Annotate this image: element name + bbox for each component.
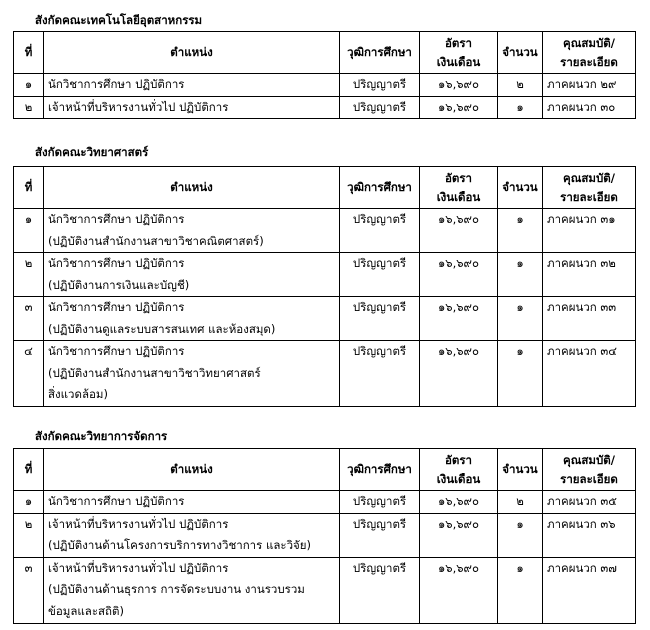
row-position: เจ้าหน้าที่บริหารงานทั่วไป ปฏิบัติการ: [44, 96, 340, 119]
header-salary: อัตรา เงินเดือน: [420, 32, 498, 74]
header-detail: คุณสมบัติ/ รายละเอียด: [543, 32, 636, 74]
header-no: ที่: [14, 167, 44, 209]
row-education: ปริญญาตรี: [340, 297, 420, 341]
row-detail: ภาคผนวก ๓๐: [543, 96, 636, 119]
header-no: ที่: [14, 32, 44, 74]
table-header-row: [14, 167, 636, 209]
row-count: ๑: [498, 96, 543, 119]
row-position: นักวิชาการศึกษา ปฏิบัติการ: [44, 491, 340, 514]
header-education: วุฒิการศึกษา: [340, 32, 420, 74]
row-detail: ภาคผนวก ๓๕: [543, 491, 636, 514]
header-salary: อัตรา เงินเดือน: [420, 449, 498, 491]
row-detail: ภาคผนวก ๒๙: [543, 74, 636, 97]
row-no: ๒: [14, 96, 44, 119]
row-education: ปริญญาตรี: [340, 253, 420, 297]
row-no: ๓: [14, 297, 44, 341]
row-no: ๒: [14, 513, 44, 557]
row-count: ๑: [498, 253, 543, 297]
row-salary: ๑๖,๖๙๐: [420, 557, 498, 623]
row-education: ปริญญาตรี: [340, 74, 420, 97]
header-count: จำนวน: [498, 167, 543, 209]
row-salary: ๑๖,๖๙๐: [420, 491, 498, 514]
header-detail: คุณสมบัติ/ รายละเอียด: [543, 449, 636, 491]
row-no: ๑: [14, 491, 44, 514]
header-salary: อัตรา เงินเดือน: [420, 167, 498, 209]
row-salary: ๑๖,๖๙๐: [420, 74, 498, 97]
table-row: [14, 297, 636, 341]
row-salary: ๑๖,๖๙๐: [420, 209, 498, 253]
row-count: ๑: [498, 557, 543, 623]
row-detail: ภาคผนวก ๓๒: [543, 253, 636, 297]
row-position: เจ้าหน้าที่บริหารงานทั่วไป ปฏิบัติการ (ปฏิบัติงานด้านโครงการบริการทางวิชาการ และวิจัย): [44, 513, 340, 557]
header-position: ตำแหน่ง: [44, 167, 340, 209]
row-position: นักวิชาการศึกษา ปฏิบัติการ: [44, 74, 340, 97]
table-row: [14, 209, 636, 253]
section-title: สังกัดคณะเทคโนโลยีอุตสาหกรรม: [35, 13, 203, 27]
table-row: [14, 341, 636, 407]
section-title: สังกัดคณะวิทยาศาสตร์: [35, 145, 149, 159]
position-table: [13, 448, 636, 624]
row-detail: ภาคผนวก ๓๖: [543, 513, 636, 557]
row-position: เจ้าหน้าที่บริหารงานทั่วไป ปฏิบัติการ (ปฏิบัติงานด้านธุรการ การจัดระบบงาน งานรวบรวม ข้อมูลและสถิติ): [44, 557, 340, 623]
row-detail: ภาคผนวก ๓๗: [543, 557, 636, 623]
row-count: ๑: [498, 297, 543, 341]
row-detail: ภาคผนวก ๓๔: [543, 341, 636, 407]
row-education: ปริญญาตรี: [340, 491, 420, 514]
row-salary: ๑๖,๖๙๐: [420, 341, 498, 407]
row-no: ๔: [14, 341, 44, 407]
header-detail: คุณสมบัติ/ รายละเอียด: [543, 167, 636, 209]
row-count: ๑: [498, 341, 543, 407]
header-no: ที่: [14, 449, 44, 491]
position-table: [13, 31, 636, 119]
header-position: ตำแหน่ง: [44, 32, 340, 74]
header-position: ตำแหน่ง: [44, 449, 340, 491]
row-count: ๒: [498, 491, 543, 514]
table-row: [14, 491, 636, 514]
row-salary: ๑๖,๖๙๐: [420, 297, 498, 341]
row-count: ๑: [498, 513, 543, 557]
header-count: จำนวน: [498, 32, 543, 74]
position-table: [13, 166, 636, 407]
table-row: [14, 253, 636, 297]
header-count: จำนวน: [498, 449, 543, 491]
header-education: วุฒิการศึกษา: [340, 167, 420, 209]
table-row: [14, 513, 636, 557]
row-education: ปริญญาตรี: [340, 209, 420, 253]
row-position: นักวิชาการศึกษา ปฏิบัติการ (ปฏิบัติงานการเงินและบัญชี): [44, 253, 340, 297]
row-salary: ๑๖,๖๙๐: [420, 513, 498, 557]
row-position: นักวิชาการศึกษา ปฏิบัติการ (ปฏิบัติงานสำนักงานสาขาวิชาวิทยาศาสตร์ สิ่งแวดล้อม): [44, 341, 340, 407]
section-title: สังกัดคณะวิทยาการจัดการ: [35, 429, 168, 443]
row-no: ๑: [14, 209, 44, 253]
row-position: นักวิชาการศึกษา ปฏิบัติการ (ปฏิบัติงานดูแลระบบสารสนเทศ และห้องสมุด): [44, 297, 340, 341]
row-no: ๓: [14, 557, 44, 623]
row-salary: ๑๖,๖๙๐: [420, 253, 498, 297]
table-header-row: [14, 449, 636, 491]
header-education: วุฒิการศึกษา: [340, 449, 420, 491]
table-row: [14, 557, 636, 623]
row-count: ๑: [498, 209, 543, 253]
row-education: ปริญญาตรี: [340, 341, 420, 407]
row-education: ปริญญาตรี: [340, 557, 420, 623]
row-detail: ภาคผนวก ๓๓: [543, 297, 636, 341]
row-detail: ภาคผนวก ๓๑: [543, 209, 636, 253]
table-row: [14, 74, 636, 97]
row-education: ปริญญาตรี: [340, 96, 420, 119]
row-education: ปริญญาตรี: [340, 513, 420, 557]
table-row: [14, 96, 636, 119]
row-count: ๒: [498, 74, 543, 97]
row-no: ๑: [14, 74, 44, 97]
table-header-row: [14, 32, 636, 74]
row-no: ๒: [14, 253, 44, 297]
row-salary: ๑๖,๖๙๐: [420, 96, 498, 119]
row-position: นักวิชาการศึกษา ปฏิบัติการ (ปฏิบัติงานสำนักงานสาขาวิชาคณิตศาสตร์): [44, 209, 340, 253]
